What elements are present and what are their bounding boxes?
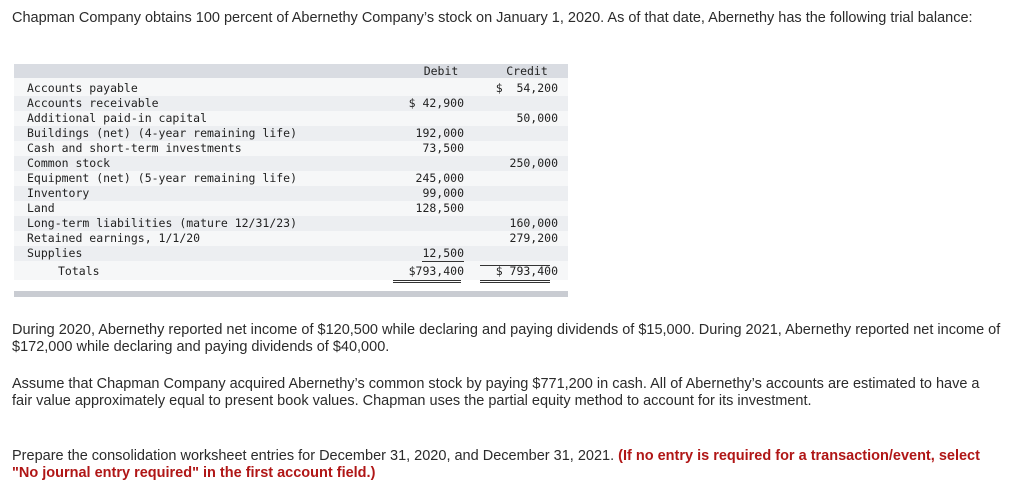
account-name: Land (27, 201, 55, 215)
instructions-note: (If no entry is required for a transaction/event, select "No journal entry required" in the first account field.) (12, 448, 980, 481)
debit-amount: $ 42,900 (408, 96, 464, 110)
trial-balance-table (14, 64, 568, 280)
table-row (14, 186, 568, 201)
account-name: Inventory (27, 186, 90, 200)
credit-amount: 160,000 (509, 216, 558, 230)
totals-row (14, 264, 568, 279)
table-row (14, 126, 568, 141)
debit-column-header: Debit (423, 64, 459, 78)
totals-debit: $793,400 (408, 264, 464, 278)
account-name: Cash and short-term investments (27, 141, 242, 155)
paragraph-acquisition: Assume that Chapman Company acquired Abernethy’s common stock by paying $771,200 in cash. All of Abernethy’s accounts are estimated to have a fair value approximately equal to present book values. Chapman uses the partial equity method to account for its investment. (12, 376, 980, 409)
intro-text: Chapman Company obtains 100 percent of Abernethy Company’s stock on January 1, 2020. As of that date, Abernethy has the following trial balance: (12, 10, 973, 26)
table-row (14, 246, 568, 261)
account-name: Accounts receivable (27, 96, 159, 110)
table-row (14, 81, 568, 96)
table-row (14, 141, 568, 156)
totals-credit: $ 793,400 (495, 264, 558, 278)
totals-label: Totals (58, 264, 100, 278)
debit-amount: 73,500 (422, 141, 464, 155)
account-name: Retained earnings, 1/1/20 (27, 231, 201, 245)
debit-amount: 192,000 (415, 126, 464, 140)
instructions-text: Prepare the consolidation worksheet entries for December 31, 2020, and December 31, 2021. (12, 448, 619, 464)
credit-amount: $ 54,200 (495, 81, 558, 95)
debit-amount: 128,500 (415, 201, 464, 215)
table-row (14, 156, 568, 171)
account-name: Additional paid-in capital (27, 111, 208, 125)
account-name: Common stock (27, 156, 111, 170)
table-bottom-bar (14, 291, 568, 297)
account-name: Supplies (27, 246, 83, 260)
table-row (14, 96, 568, 111)
account-name: Accounts payable (27, 81, 138, 95)
account-name: Long-term liabilities (mature 12/31/23) (27, 216, 298, 230)
debit-amount: 245,000 (415, 171, 464, 185)
debit-total-double-rule (393, 280, 461, 283)
credit-subtotal-rule (480, 265, 550, 266)
credit-column-header: Credit (506, 64, 548, 78)
table-header (14, 64, 568, 78)
table-row (14, 171, 568, 186)
credit-amount: 250,000 (509, 156, 558, 170)
account-name: Buildings (net) (4-year remaining life) (27, 126, 298, 140)
table-row (14, 201, 568, 216)
paragraph-instructions (12, 448, 1002, 482)
credit-amount: 50,000 (516, 111, 558, 125)
account-name: Equipment (net) (5-year remaining life) (27, 171, 298, 185)
credit-amount: 279,200 (509, 231, 558, 245)
debit-amount: 99,000 (422, 186, 464, 200)
table-row (14, 231, 568, 246)
table-row (14, 216, 568, 231)
debit-amount: 12,500 (422, 246, 464, 260)
credit-total-double-rule (480, 280, 550, 283)
paragraph-income: During 2020, Abernethy reported net income of $120,500 while declaring and paying dividends of $15,000. During 2021, Abernethy reported net income of $172,000 while declaring and paying dividends of $40,000. (12, 322, 1001, 355)
table-row (14, 111, 568, 126)
